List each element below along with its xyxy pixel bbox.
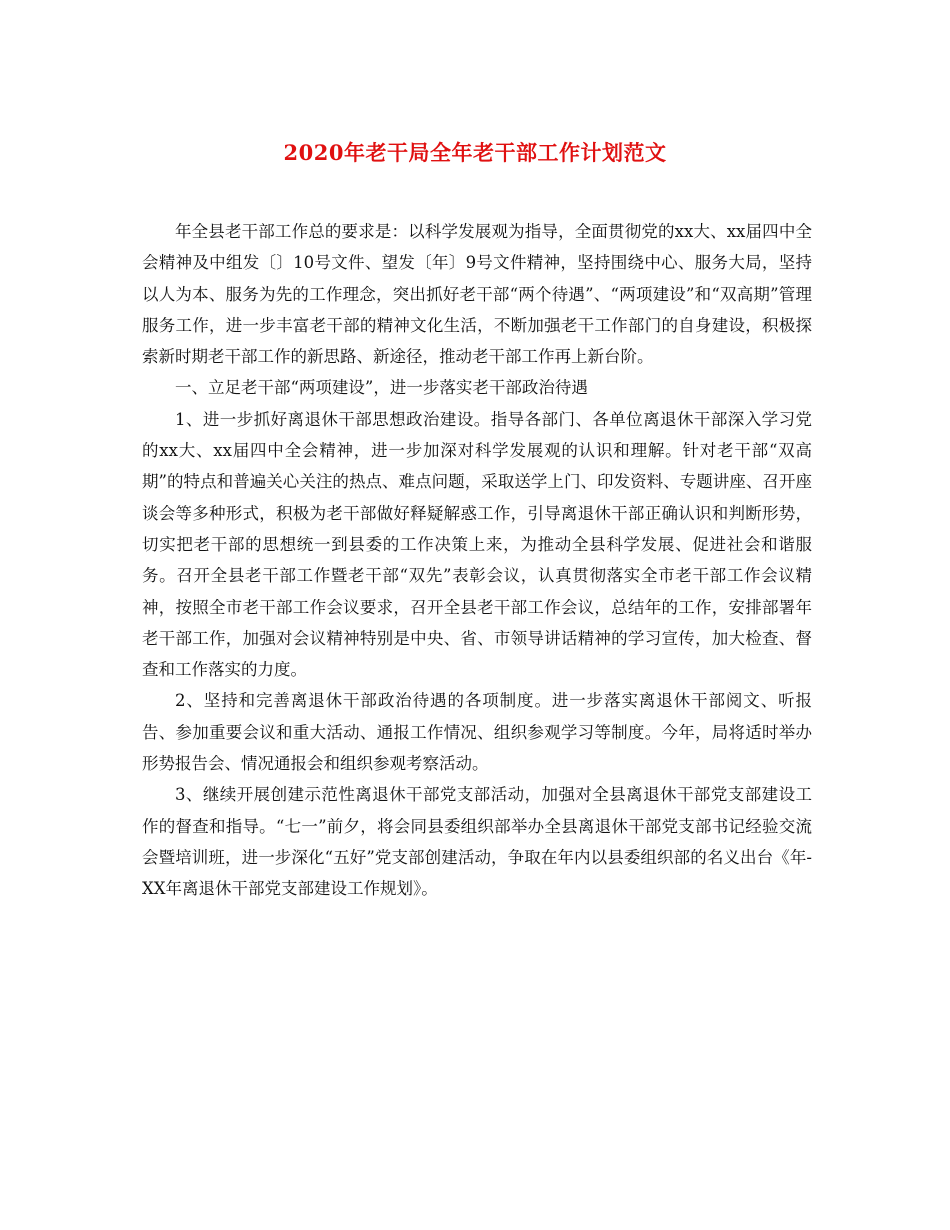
document-title: 2020年老干局全年老干部工作计划范文	[283, 140, 667, 165]
paragraph-item-1: 1、进一步抓好离退休干部思想政治建设。指导各部门、各单位离退休干部深入学习党的xx大、xx届四中全会精神，进一步加深对科学发展观的认识和理解。针对老干部“双高期”的特点和普遍关心关注的热点、难点问题，采取送学上门、印发资料、专题讲座、召开座谈会等多种形式，积极为老干部做好释疑解惑工作，引导离退休干部正确认识和判断形势，切实把老干部的思想统一到县委的工作决策上来，为推动全县科学发展、促进社会和谐服务。召开全县老干部工作暨老干部“双先”表彰会议，认真贯彻落实全市老干部工作会议精神，按照全市老干部工作会议要求，召开全县老干部工作会议，总结年的工作，安排部署年老干部工作，加强对会议精神特别是中央、省、市领导讲话精神的学习宣传，加大检查、督查和工作落实的力度。	[142, 409, 812, 680]
paragraph-item-3: 3、继续开展创建示范性离退休干部党支部活动，加强对全县离退休干部党支部建设工作的督查和指导。“七一”前夕，将会同县委组织部举办全县离退休干部党支部书记经验交流会暨培训班，进一步深化“五好”党支部创建活动，争取在年内以县委组织部的名义出台《年-XX年离退休干部党支部建设工作规划》。	[142, 785, 812, 899]
section-heading-1: 一、立足老干部“两项建设”，进一步落实老干部政治待遇	[175, 378, 588, 398]
document-body	[142, 216, 812, 905]
paragraph-intro: 年全县老干部工作总的要求是：以科学发展观为指导，全面贯彻党的xx大、xx届四中全会精神及中组发〔〕10号文件、望发〔年〕9号文件精神，坚持围绕中心、服务大局，坚持以人为本、服务为先的工作理念，突出抓好老干部“两个待遇”、“两项建设”和“双高期”管理服务工作，进一步丰富老干部的精神文化生活，不断加强老干工作部门的自身建设，积极探索新时期老干部工作的新思路、新途径，推动老干部工作再上新台阶。	[142, 222, 812, 367]
paragraph-item-2: 2、坚持和完善离退休干部政治待遇的各项制度。进一步落实离退休干部阅文、听报告、参加重要会议和重大活动、通报工作情况、组织参观学习等制度。今年，局将适时举办形势报告会、情况通报会和组织参观考察活动。	[142, 691, 812, 774]
